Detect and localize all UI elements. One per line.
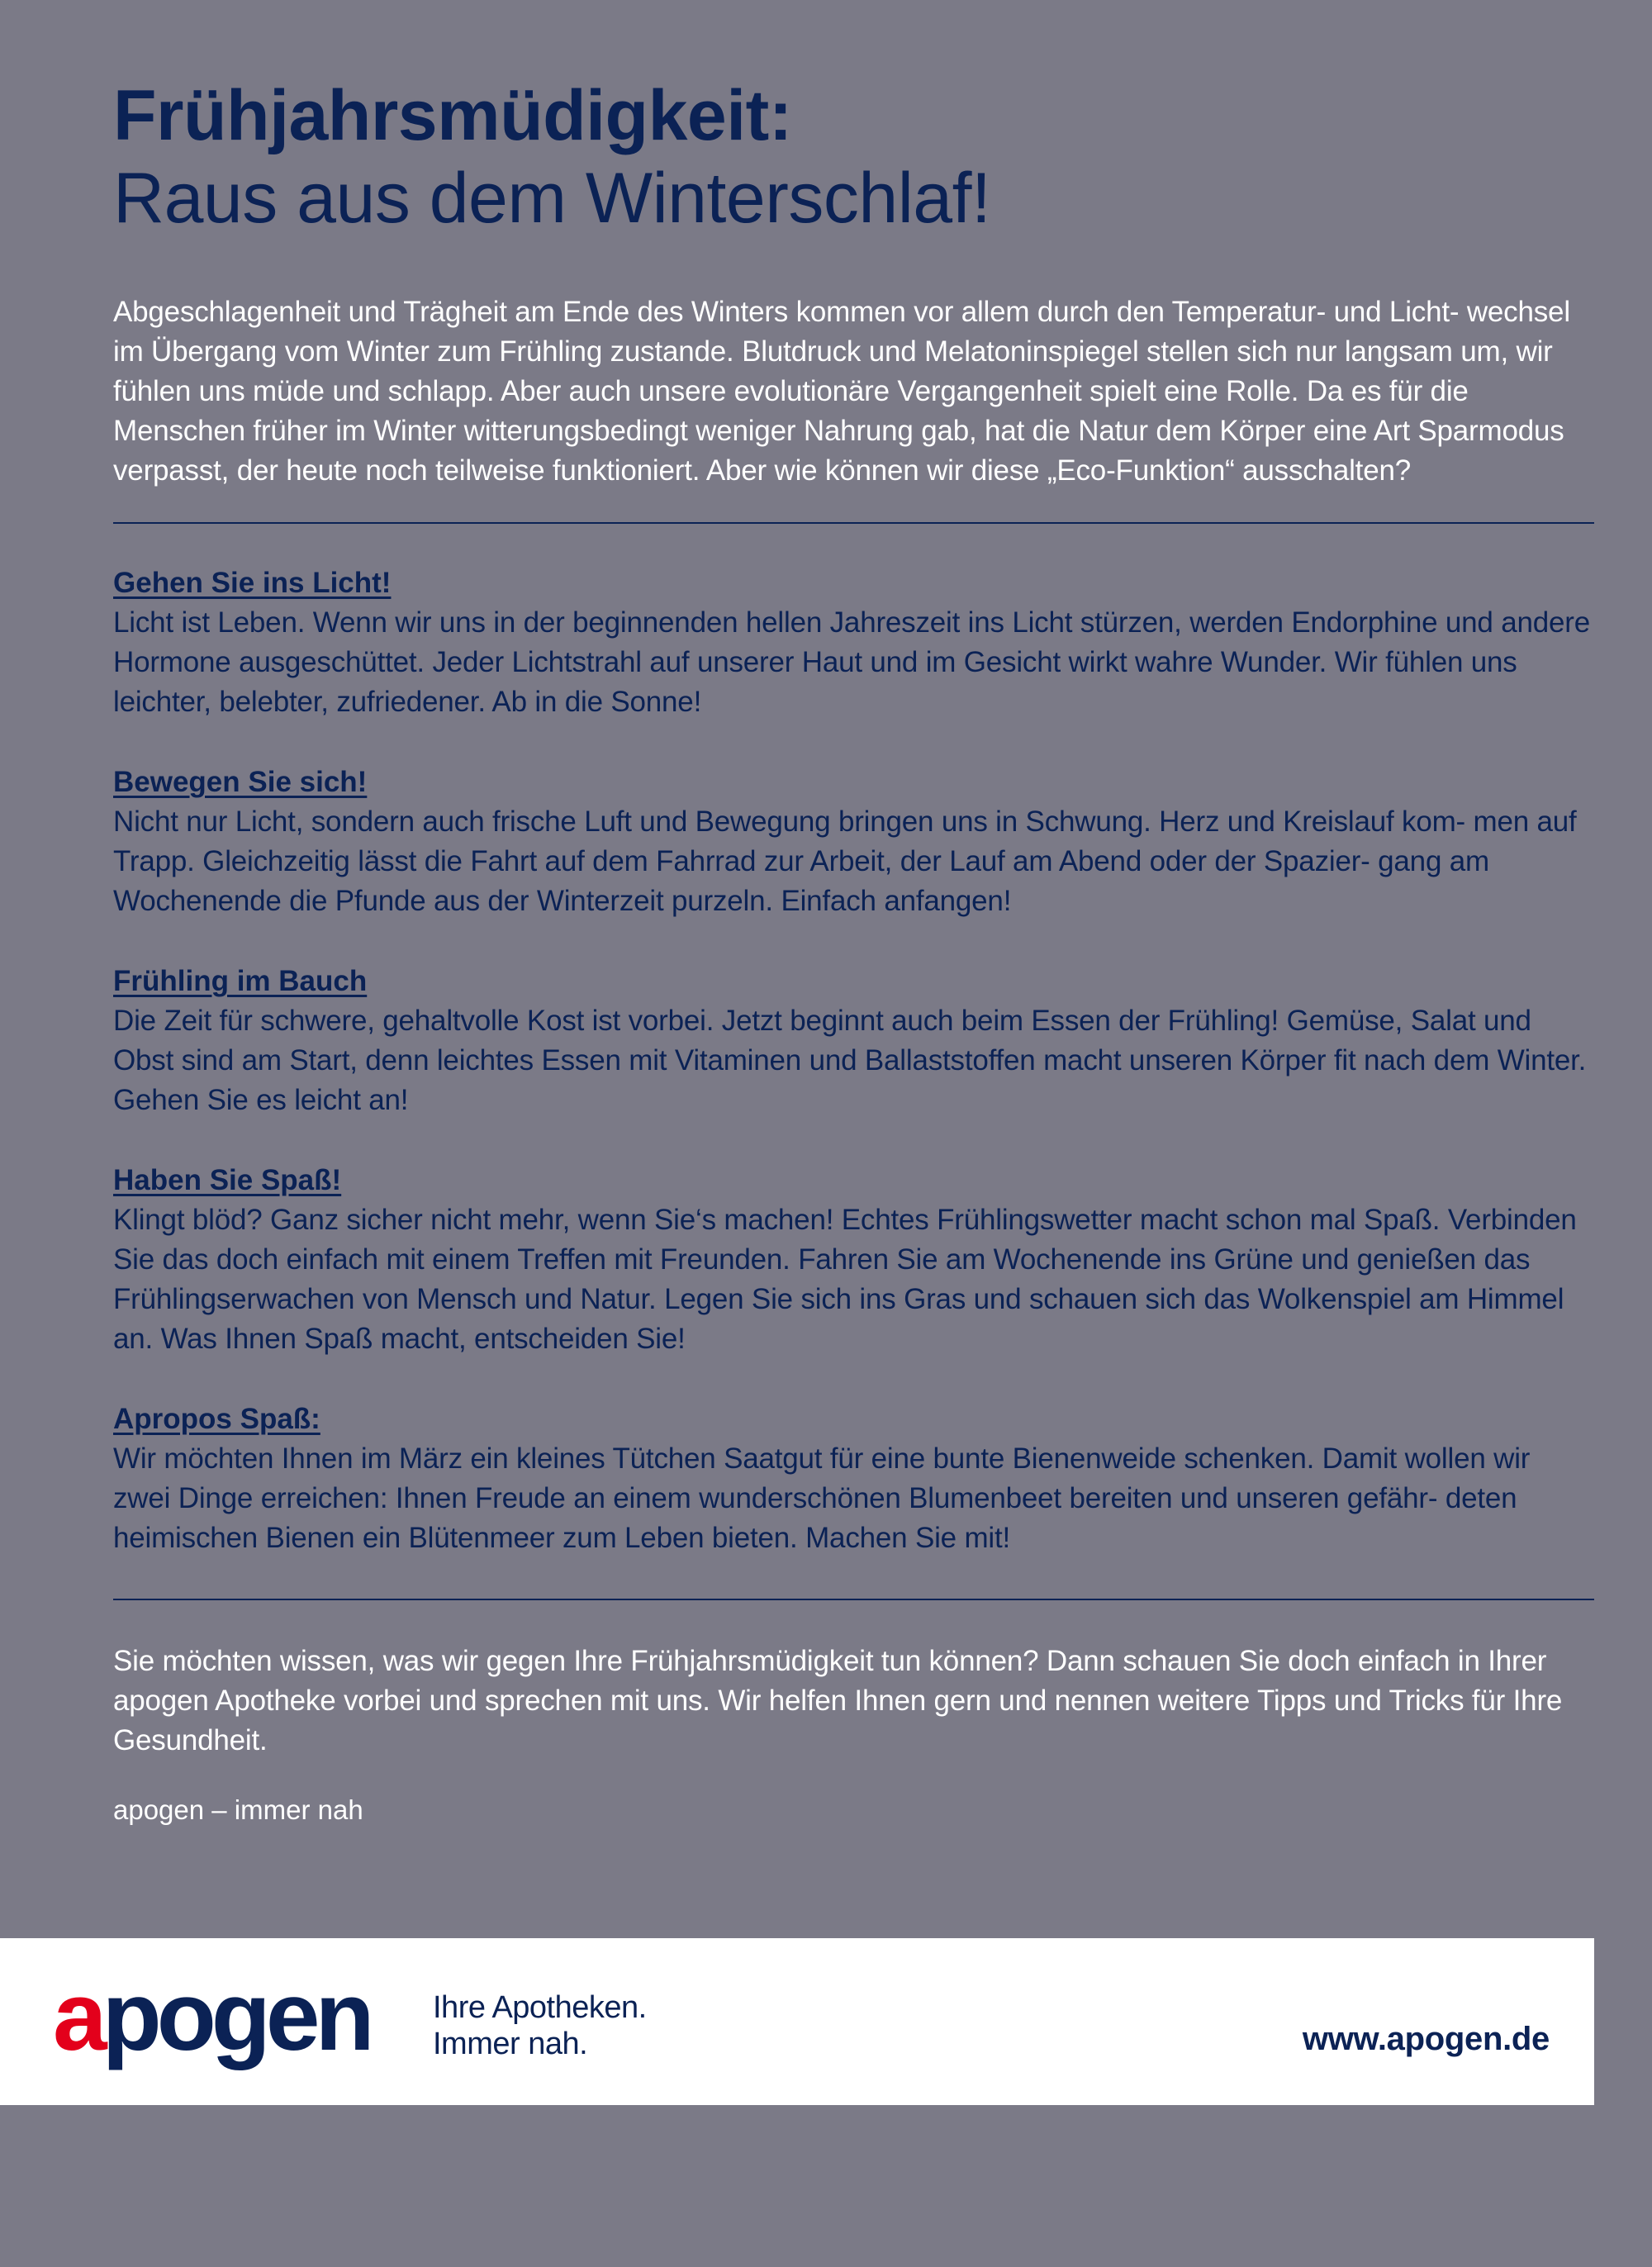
tip-heading: Gehen Sie ins Licht! — [113, 567, 392, 599]
headline-title: Frühjahrsmüdigkeit: — [113, 76, 792, 155]
tip-section — [113, 962, 1594, 1120]
tip-heading: Bewegen Sie sich! — [113, 766, 368, 798]
brand-footer — [0, 1938, 1594, 2105]
divider-top — [113, 522, 1594, 524]
logo-red-letter: a — [53, 1962, 102, 2071]
tip-section — [113, 563, 1594, 722]
claim-line-1: Ihre Apotheken. — [433, 1990, 647, 2025]
tagline: apogen – immer nah — [113, 1794, 363, 1825]
brand-claim — [433, 1989, 647, 2062]
apogen-logo — [53, 1962, 370, 2071]
tip-body: Licht ist Leben. Wenn wir uns in der beginnenden hellen Jahreszeit ins Licht stürzen, werden Endorphine und andere Hormone ausgeschüttet. Jeder Lichtstrahl auf unserer Haut und im Gesicht wirkt wahre Wunder. Wir fühlen uns leichter, belebter, zufriedener. Ab in die Sonne! — [113, 606, 1590, 718]
article — [113, 74, 1594, 1830]
tips-list — [113, 563, 1594, 1558]
tip-section — [113, 1161, 1594, 1359]
tip-body: Nicht nur Licht, sondern auch frische Luft und Bewegung bringen uns in Schwung. Herz und Kreislauf kom- men auf Trapp. Gleichzeitig lässt die Fahrt auf dem Fahrrad zur Arbeit, der Lauf am Abend oder der Spazier- gang am Wochenende die Pfunde aus der Winterzeit purzeln. Einfach anfangen! — [113, 806, 1577, 917]
website-link[interactable]: www.apogen.de — [1302, 2021, 1550, 2057]
tip-heading: Haben Sie Spaß! — [113, 1164, 342, 1196]
tip-body: Klingt blöd? Ganz sicher nicht mehr, wenn Sie‘s machen! Echtes Frühlingswetter macht schon mal Spaß. Verbinden Sie das doch einfach mit einem Treffen mit Freunden. Fahren Sie am Wochenende ins Grüne und genießen das Frühlingserwachen von Mensch und Natur. Legen Sie sich ins Gras und schauen sich das Wolkenspiel am Himmel an. Was Ihnen Spaß macht, entscheiden Sie! — [113, 1204, 1577, 1355]
tip-section — [113, 763, 1594, 921]
tip-heading: Frühling im Bauch — [113, 965, 368, 997]
claim-line-2: Immer nah. — [433, 2027, 588, 2061]
headline-subtitle: Raus aus dem Winterschlaf! — [113, 159, 991, 238]
tip-body: Wir möchten Ihnen im März ein kleines Tütchen Saatgut für eine bunte Bienenweide schenken. Damit wollen wir zwei Dinge erreichen: Ihnen Freude an einem wunderschönen Blumenbeet bereiten und unseren gefähr- deten heimischen Bienen ein Blütenmeer zum Leben bieten. Machen Sie mit! — [113, 1442, 1531, 1554]
tip-heading: Apropos Spaß: — [113, 1403, 320, 1435]
logo-wordmark: pogen — [102, 1962, 370, 2071]
intro-paragraph: Abgeschlagenheit und Trägheit am Ende des Winters kommen vor allem durch den Temperatur- und Licht- wechsel im Übergang vom Winter zum Frühling zustande. Blutdruck und Melatoninspiegel stellen sich nur langsam um, wir fühlen uns müde und schlapp. Aber auch unsere evolutionäre Vergangenheit spielt eine Rolle. Da es für die Menschen früher im Winter witterungsbedingt weniger Nahrung gab, hat die Natur dem Körper eine Art Sparmodus verpasst, der heute noch teilweise funktioniert. Aber wie können wir diese „Eco-Funktion“ ausschalten? — [113, 296, 1570, 487]
divider-bottom — [113, 1599, 1594, 1600]
headline — [113, 74, 1594, 240]
tip-body: Die Zeit für schwere, gehaltvolle Kost ist vorbei. Jetzt beginnt auch beim Essen der Frühling! Gemüse, Salat und Obst sind am Start, denn leichtes Essen mit Vitaminen und Ballaststoffen macht unseren Körper fit nach dem Winter. Gehen Sie es leicht an! — [113, 1005, 1587, 1116]
closing-paragraph: Sie möchten wissen, was wir gegen Ihre Frühjahrsmüdigkeit tun können? Dann schauen Sie doch einfach in Ihrer apogen Apotheke vorbei und sprechen mit uns. Wir helfen Ihnen gern und nennen weitere Tipps und Tricks für Ihre Gesundheit. — [113, 1645, 1563, 1756]
tip-section — [113, 1400, 1594, 1558]
